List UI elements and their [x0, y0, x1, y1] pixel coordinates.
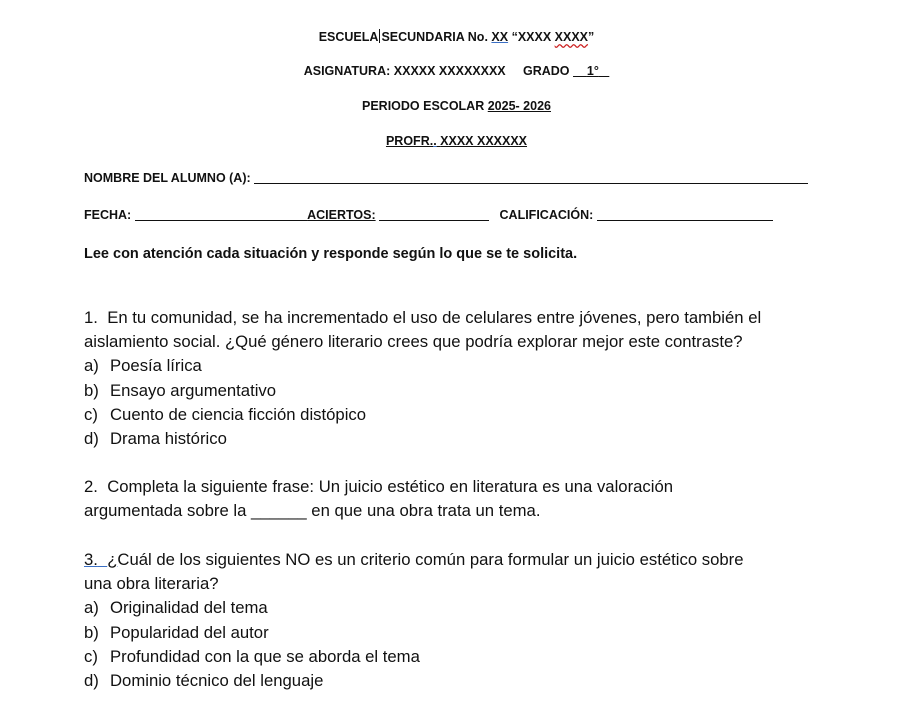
option-text: Dominio técnico del lenguaje [110, 671, 324, 691]
grade-value-text: 1° [586, 64, 599, 78]
period-line [0, 99, 913, 113]
school-number: XX [491, 30, 509, 44]
option-letter: b) [84, 380, 99, 400]
grade-score-field[interactable] [597, 208, 773, 221]
teacher-label [386, 134, 527, 148]
question-1-text-1: En tu comunidad, se ha incrementado el uso de celulares entre jóvenes, pero también el [107, 308, 762, 327]
question-3-text-1: Cuál de los siguientes NO es un criterio común para formular un juicio estético sobre [117, 550, 744, 569]
school-name-misspelled: XXXX [554, 30, 589, 44]
student-name-field[interactable] [254, 171, 808, 184]
option-1a[interactable] [84, 354, 761, 378]
option-3d[interactable] [84, 669, 744, 693]
option-letter: d) [84, 429, 99, 449]
grade-label: GRADO [523, 64, 570, 78]
option-3b[interactable] [84, 621, 744, 645]
option-text: Profundidad con la que se aborda el tema [110, 646, 420, 666]
subject-label: ASIGNATURA: [303, 64, 391, 78]
hits-label: ACIERTOS: [307, 208, 376, 222]
school-rest: SECUNDARIA No. [381, 30, 488, 44]
school-prefix: ESCUELA [318, 30, 379, 44]
grade-value [573, 64, 609, 78]
option-1b[interactable] [84, 379, 761, 403]
instructions: Lee con atención cada situación y responde según lo que se te solicita. [84, 246, 578, 262]
date-label: FECHA: [84, 208, 132, 222]
question-3-number: 3. [84, 550, 98, 569]
question-3-line-1 [84, 548, 744, 572]
hits-field[interactable] [379, 208, 489, 221]
teacher-label-text: PROFR. [385, 134, 434, 148]
option-1d[interactable] [84, 427, 761, 451]
score-row [84, 208, 773, 222]
question-1-number: 1. [84, 308, 98, 327]
student-name-label: NOMBRE DEL ALUMNO (A): [84, 171, 251, 185]
question-3-number-wrap [84, 550, 117, 569]
option-text: Cuento de ciencia ficción distópico [110, 404, 367, 424]
date-field[interactable] [135, 208, 290, 221]
question-1-text-2: aislamiento social. ¿Qué género literario crees que podría explorar mejor este contraste? [84, 332, 743, 352]
option-text: Poesía lírica [110, 356, 202, 376]
option-3c[interactable] [84, 645, 744, 669]
question-2-number: 2. [84, 477, 98, 496]
option-text: Drama histórico [110, 429, 227, 449]
option-text: Popularidad del autor [110, 622, 269, 642]
option-1c[interactable] [84, 403, 761, 427]
school-name-open: “XXXX [511, 30, 552, 44]
period-label: PERIODO ESCOLAR [362, 99, 485, 113]
question-2-line-1 [84, 475, 673, 499]
hits-label-wrap [290, 208, 376, 222]
option-letter: a) [84, 356, 99, 376]
option-letter: a) [84, 598, 99, 618]
teacher-value: XXXX XXXXXX [440, 134, 528, 148]
teacher-line [0, 134, 913, 148]
school-name-close: ” [588, 30, 595, 44]
option-letter: c) [84, 404, 98, 424]
question-1-line-1 [84, 306, 761, 330]
teacher-label-dot: . [433, 134, 437, 148]
question-3 [84, 548, 744, 693]
period-value: 2025- 2026 [487, 99, 551, 113]
question-2 [84, 475, 673, 523]
question-3-prefix: ¿ [107, 550, 118, 569]
question-2-text-2: argumentada sobre la ______ en que una obra trata un tema. [84, 501, 541, 521]
option-letter: b) [84, 622, 99, 642]
option-3a[interactable] [84, 596, 744, 620]
subject-line [0, 64, 913, 78]
question-1 [84, 306, 761, 451]
subject-value: XXXXX XXXXXXXX [393, 64, 506, 78]
school-title [0, 29, 913, 44]
question-3-text-2: una obra literaria? [84, 574, 219, 594]
grade-score-label: CALIFICACIÓN: [499, 208, 594, 222]
option-text: Ensayo argumentativo [110, 380, 277, 400]
option-text: Originalidad del tema [110, 598, 268, 618]
option-letter: d) [84, 671, 99, 691]
option-letter: c) [84, 646, 98, 666]
student-name-row [84, 171, 808, 185]
question-2-text-1: Completa la siguiente frase: Un juicio estético en literatura es una valoración [107, 477, 674, 496]
